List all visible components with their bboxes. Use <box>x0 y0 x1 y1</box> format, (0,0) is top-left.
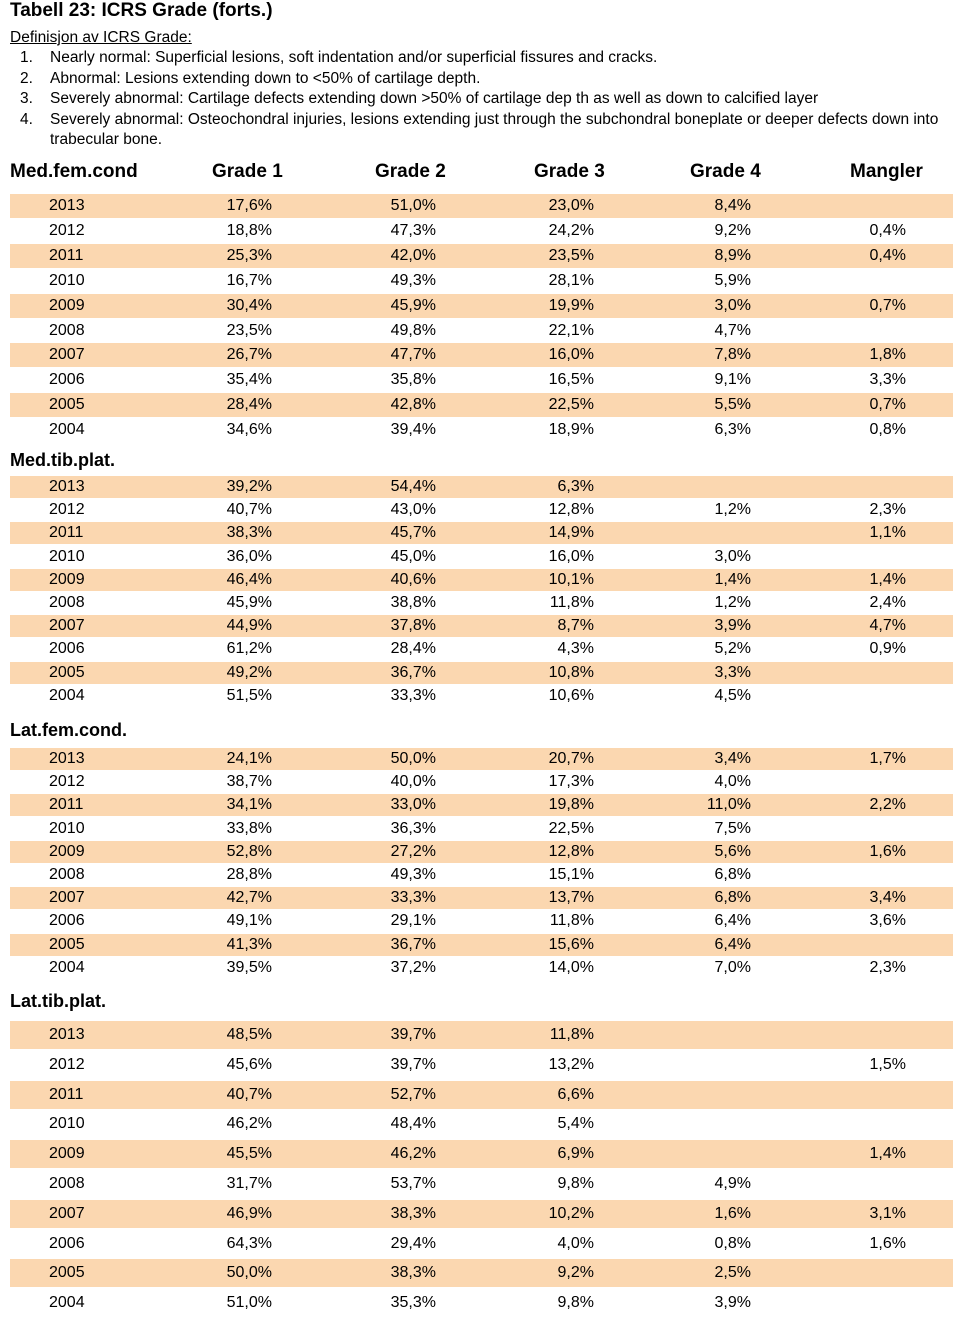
row-grade-3: 9,8% <box>557 1294 594 1311</box>
row-grade-1: 39,2% <box>226 478 272 495</box>
table-row <box>10 1110 953 1138</box>
row-grade-2: 38,8% <box>390 594 436 611</box>
definition-list <box>10 48 958 151</box>
row-grade-1: 26,7% <box>226 346 272 363</box>
row-grade-2: 39,4% <box>390 421 436 438</box>
row-mangler: 3,6% <box>869 912 906 929</box>
row-mangler: 0,4% <box>869 247 906 264</box>
table-row <box>10 1140 953 1168</box>
row-year: 2005 <box>49 1264 85 1281</box>
table-title: Tabell 23: ICRS Grade (forts.) <box>10 0 273 21</box>
row-grade-1: 48,5% <box>226 1026 272 1043</box>
row-year: 2009 <box>49 1145 85 1162</box>
row-grade-2: 33,3% <box>390 687 436 704</box>
row-grade-1: 45,5% <box>226 1145 272 1162</box>
row-year: 2008 <box>49 866 85 883</box>
row-grade-4: 9,1% <box>714 371 751 388</box>
row-grade-2: 38,3% <box>390 1264 436 1281</box>
table-row <box>10 934 953 956</box>
row-year: 2006 <box>49 912 85 929</box>
row-grade-1: 51,0% <box>226 1294 272 1311</box>
row-year: 2011 <box>49 524 84 541</box>
row-grade-1: 40,7% <box>226 501 272 518</box>
column-header-grade-4: Grade 4 <box>690 161 761 182</box>
row-grade-2: 35,3% <box>390 1294 436 1311</box>
row-grade-4: 6,4% <box>714 936 751 953</box>
row-grade-1: 39,5% <box>226 959 272 976</box>
column-header-section: Med.fem.cond <box>10 161 138 182</box>
row-grade-2: 36,7% <box>390 936 436 953</box>
table-row <box>10 1289 953 1317</box>
row-grade-3: 14,0% <box>548 959 594 976</box>
row-year: 2009 <box>49 297 85 314</box>
row-grade-1: 38,7% <box>226 773 272 790</box>
row-grade-2: 49,3% <box>390 272 436 289</box>
row-year: 2012 <box>49 501 85 518</box>
row-grade-2: 27,2% <box>390 843 436 860</box>
row-year: 2004 <box>49 959 85 976</box>
row-grade-4: 8,9% <box>714 247 751 264</box>
row-grade-3: 15,1% <box>548 866 594 883</box>
row-grade-3: 14,9% <box>548 524 594 541</box>
row-grade-4: 3,0% <box>714 548 751 565</box>
row-year: 2010 <box>49 272 85 289</box>
table-row <box>10 841 953 863</box>
row-grade-3: 22,5% <box>548 396 594 413</box>
row-grade-3: 24,2% <box>548 222 594 239</box>
row-grade-2: 50,0% <box>390 750 436 767</box>
row-grade-1: 46,2% <box>226 1115 272 1132</box>
definition-text: Abnormal: Lesions extending down to <50% of cartilage depth. <box>50 69 481 87</box>
row-year: 2012 <box>49 1056 85 1073</box>
row-grade-3: 12,8% <box>548 501 594 518</box>
row-grade-3: 6,6% <box>557 1086 594 1103</box>
row-grade-1: 42,7% <box>226 889 272 906</box>
row-grade-2: 49,8% <box>390 322 436 339</box>
row-grade-3: 23,5% <box>548 247 594 264</box>
row-grade-1: 23,5% <box>226 322 272 339</box>
row-grade-2: 29,1% <box>390 912 436 929</box>
row-grade-2: 45,0% <box>390 548 436 565</box>
table-row <box>10 393 953 417</box>
section-label: Lat.tib.plat. <box>10 991 106 1011</box>
table-row <box>10 1230 953 1258</box>
table-row <box>10 1170 953 1198</box>
row-grade-4: 2,5% <box>714 1264 751 1281</box>
table-row <box>10 957 953 979</box>
row-year: 2007 <box>49 617 85 634</box>
row-grade-2: 46,2% <box>390 1145 436 1162</box>
row-grade-2: 28,4% <box>390 640 436 657</box>
row-grade-3: 9,8% <box>557 1175 594 1192</box>
row-year: 2007 <box>49 1205 85 1222</box>
row-grade-4: 5,9% <box>714 272 751 289</box>
row-grade-1: 30,4% <box>226 297 272 314</box>
row-grade-1: 16,7% <box>226 272 272 289</box>
row-grade-4: 3,3% <box>714 664 751 681</box>
row-grade-1: 49,2% <box>226 664 272 681</box>
row-grade-1: 33,8% <box>226 820 272 837</box>
row-grade-1: 17,6% <box>226 197 272 214</box>
row-mangler: 2,4% <box>869 594 906 611</box>
row-grade-2: 35,8% <box>390 371 436 388</box>
row-grade-4: 6,3% <box>714 421 751 438</box>
row-mangler: 3,4% <box>869 889 906 906</box>
definition-number: 2. <box>20 69 33 87</box>
row-mangler: 2,3% <box>869 959 906 976</box>
row-year: 2011 <box>49 1086 84 1103</box>
table-row <box>10 522 953 544</box>
section-label: Med.tib.plat. <box>10 450 115 470</box>
row-grade-3: 11,8% <box>549 912 594 929</box>
definition-text: Nearly normal: Superficial lesions, soft indentation and/or superficial fissures and cracks. <box>50 49 658 66</box>
definition-text: Severely abnormal: Osteochondral injuries, lesions extending just through the subchondral boneplate or deeper defects down into trabecular bone. <box>50 110 939 148</box>
row-grade-4: 7,8% <box>714 346 751 363</box>
table-row <box>10 794 953 816</box>
row-grade-4: 0,8% <box>714 1235 751 1252</box>
row-mangler: 4,7% <box>869 617 906 634</box>
row-year: 2009 <box>49 571 85 588</box>
row-grade-1: 50,0% <box>226 1264 272 1281</box>
row-grade-2: 47,7% <box>390 346 436 363</box>
row-grade-3: 4,0% <box>557 1235 594 1252</box>
row-grade-4: 3,9% <box>714 1294 751 1311</box>
row-grade-3: 18,9% <box>548 421 594 438</box>
row-year: 2005 <box>49 664 85 681</box>
row-grade-3: 16,0% <box>548 548 594 565</box>
row-grade-3: 10,8% <box>548 664 594 681</box>
row-year: 2012 <box>49 222 85 239</box>
row-grade-1: 46,9% <box>226 1205 272 1222</box>
row-grade-3: 6,9% <box>557 1145 594 1162</box>
row-grade-2: 51,0% <box>390 197 436 214</box>
row-grade-2: 39,7% <box>390 1056 436 1073</box>
table-row <box>10 319 953 343</box>
table-row <box>10 368 953 392</box>
row-grade-1: 45,6% <box>226 1056 272 1073</box>
row-grade-4: 8,4% <box>714 197 751 214</box>
row-year: 2012 <box>49 773 85 790</box>
row-year: 2013 <box>49 478 85 495</box>
row-year: 2006 <box>49 371 85 388</box>
row-mangler: 0,4% <box>869 222 906 239</box>
row-grade-1: 28,8% <box>226 866 272 883</box>
row-grade-2: 43,0% <box>390 501 436 518</box>
table-row <box>10 887 953 909</box>
row-grade-4: 1,2% <box>714 594 751 611</box>
row-grade-1: 38,3% <box>226 524 272 541</box>
row-mangler: 0,9% <box>869 640 906 657</box>
row-year: 2004 <box>49 687 85 704</box>
row-grade-2: 36,7% <box>390 664 436 681</box>
row-grade-4: 5,5% <box>714 396 751 413</box>
row-grade-2: 33,0% <box>390 796 436 813</box>
row-grade-2: 40,6% <box>390 571 436 588</box>
column-header-grade-3: Grade 3 <box>534 161 605 182</box>
table-row <box>10 418 953 442</box>
table-row <box>10 662 953 684</box>
column-header-grade-1: Grade 1 <box>212 161 283 182</box>
row-year: 2006 <box>49 1235 85 1252</box>
row-grade-1: 52,8% <box>226 843 272 860</box>
row-grade-4: 9,2% <box>714 222 751 239</box>
table-row <box>10 194 953 218</box>
row-grade-3: 16,5% <box>548 371 594 388</box>
table-row <box>10 1081 953 1109</box>
row-grade-3: 11,8% <box>549 1026 594 1043</box>
row-grade-2: 37,8% <box>390 617 436 634</box>
table-row <box>10 1051 953 1079</box>
row-year: 2011 <box>49 247 84 264</box>
table-row <box>10 1259 953 1287</box>
row-grade-3: 17,3% <box>548 773 594 790</box>
row-year: 2011 <box>49 796 84 813</box>
row-mangler: 1,1% <box>869 524 906 541</box>
row-mangler: 1,7% <box>869 750 906 767</box>
row-grade-3: 12,8% <box>548 843 594 860</box>
table-row <box>10 269 953 293</box>
row-grade-1: 49,1% <box>226 912 272 929</box>
table-row <box>10 499 953 521</box>
row-mangler: 0,7% <box>869 297 906 314</box>
row-grade-2: 49,3% <box>390 866 436 883</box>
table-row <box>10 910 953 932</box>
table-row <box>10 592 953 614</box>
row-mangler: 0,8% <box>869 421 906 438</box>
row-grade-1: 34,1% <box>226 796 272 813</box>
row-grade-3: 28,1% <box>548 272 594 289</box>
row-grade-3: 19,8% <box>548 796 594 813</box>
row-grade-1: 61,2% <box>226 640 272 657</box>
table-row <box>10 748 953 770</box>
row-grade-3: 10,2% <box>548 1205 594 1222</box>
row-mangler: 1,4% <box>869 1145 906 1162</box>
row-grade-2: 42,0% <box>390 247 436 264</box>
row-mangler: 0,7% <box>869 396 906 413</box>
row-grade-2: 37,2% <box>390 959 436 976</box>
row-grade-2: 39,7% <box>390 1026 436 1043</box>
row-grade-2: 54,4% <box>390 478 436 495</box>
definition-heading: Definisjon av ICRS Grade: <box>10 29 192 46</box>
row-grade-3: 6,3% <box>557 478 594 495</box>
row-mangler: 2,2% <box>869 796 906 813</box>
definition-item <box>10 89 958 110</box>
row-grade-2: 42,8% <box>390 396 436 413</box>
definition-item <box>10 110 958 151</box>
row-grade-2: 33,3% <box>390 889 436 906</box>
row-grade-1: 40,7% <box>226 1086 272 1103</box>
row-grade-3: 13,2% <box>548 1056 594 1073</box>
row-grade-1: 28,4% <box>226 396 272 413</box>
table-row <box>10 546 953 568</box>
row-year: 2009 <box>49 843 85 860</box>
definition-item <box>10 69 958 90</box>
row-year: 2013 <box>49 1026 85 1043</box>
row-grade-3: 15,6% <box>548 936 594 953</box>
table-row <box>10 1200 953 1228</box>
row-mangler: 1,6% <box>869 843 906 860</box>
row-grade-3: 4,3% <box>557 640 594 657</box>
row-grade-2: 53,7% <box>390 1175 436 1192</box>
table-row <box>10 244 953 268</box>
row-grade-1: 31,7% <box>226 1175 272 1192</box>
row-year: 2013 <box>49 197 85 214</box>
row-grade-1: 25,3% <box>226 247 272 264</box>
row-grade-2: 52,7% <box>390 1086 436 1103</box>
row-year: 2007 <box>49 346 85 363</box>
row-year: 2005 <box>49 936 85 953</box>
row-grade-4: 7,0% <box>714 959 751 976</box>
row-grade-4: 4,5% <box>714 687 751 704</box>
row-mangler: 2,3% <box>869 501 906 518</box>
row-grade-2: 36,3% <box>390 820 436 837</box>
row-grade-4: 7,5% <box>714 820 751 837</box>
row-grade-1: 45,9% <box>226 594 272 611</box>
row-grade-2: 48,4% <box>390 1115 436 1132</box>
row-year: 2013 <box>49 750 85 767</box>
row-grade-3: 8,7% <box>557 617 594 634</box>
row-grade-3: 5,4% <box>557 1115 594 1132</box>
row-mangler: 1,8% <box>869 346 906 363</box>
row-grade-1: 46,4% <box>226 571 272 588</box>
row-grade-3: 16,0% <box>548 346 594 363</box>
row-grade-1: 24,1% <box>226 750 272 767</box>
row-grade-1: 18,8% <box>226 222 272 239</box>
row-year: 2010 <box>49 820 85 837</box>
row-grade-3: 10,1% <box>548 571 594 588</box>
row-grade-4: 3,4% <box>714 750 751 767</box>
row-grade-4: 4,7% <box>714 322 751 339</box>
row-year: 2010 <box>49 1115 85 1132</box>
row-grade-3: 10,6% <box>548 687 594 704</box>
row-year: 2004 <box>49 1294 85 1311</box>
row-grade-3: 22,5% <box>548 820 594 837</box>
table-row <box>10 818 953 840</box>
row-grade-1: 44,9% <box>226 617 272 634</box>
definition-number: 4. <box>20 110 33 128</box>
row-mangler: 3,1% <box>869 1205 906 1222</box>
row-year: 2008 <box>49 1175 85 1192</box>
row-grade-1: 41,3% <box>226 936 272 953</box>
column-header-mangler: Mangler <box>850 161 923 182</box>
row-grade-4: 6,8% <box>714 866 751 883</box>
table-row <box>10 771 953 793</box>
row-grade-2: 40,0% <box>390 773 436 790</box>
row-grade-4: 1,6% <box>714 1205 751 1222</box>
table-row <box>10 615 953 637</box>
row-grade-2: 45,9% <box>390 297 436 314</box>
row-grade-1: 51,5% <box>226 687 272 704</box>
row-grade-4: 1,4% <box>714 571 751 588</box>
row-grade-1: 35,4% <box>226 371 272 388</box>
row-grade-4: 6,4% <box>714 912 751 929</box>
definition-number: 1. <box>20 49 33 66</box>
row-year: 2010 <box>49 548 85 565</box>
column-header-grade-2: Grade 2 <box>375 161 446 182</box>
row-grade-1: 34,6% <box>226 421 272 438</box>
row-year: 2006 <box>49 640 85 657</box>
row-grade-1: 64,3% <box>226 1235 272 1252</box>
row-grade-3: 22,1% <box>548 322 594 339</box>
definition-item <box>10 48 958 69</box>
row-grade-3: 11,8% <box>549 594 594 611</box>
table-row <box>10 476 953 498</box>
table-row <box>10 864 953 886</box>
row-grade-4: 3,0% <box>714 297 751 314</box>
row-grade-2: 38,3% <box>390 1205 436 1222</box>
row-grade-4: 5,6% <box>714 843 751 860</box>
row-grade-2: 29,4% <box>390 1235 436 1252</box>
row-grade-4: 3,9% <box>714 617 751 634</box>
row-mangler: 3,3% <box>869 371 906 388</box>
row-year: 2004 <box>49 421 85 438</box>
row-grade-4: 11,0% <box>706 796 751 813</box>
row-mangler: 1,5% <box>869 1056 906 1073</box>
table-row <box>10 685 953 707</box>
table-row <box>10 1021 953 1049</box>
row-grade-4: 1,2% <box>714 501 751 518</box>
row-grade-3: 19,9% <box>548 297 594 314</box>
row-year: 2008 <box>49 594 85 611</box>
table-row <box>10 294 953 318</box>
table-row <box>10 638 953 660</box>
row-grade-3: 9,2% <box>557 1264 594 1281</box>
row-grade-2: 47,3% <box>390 222 436 239</box>
section-label: Lat.fem.cond. <box>10 720 128 740</box>
row-grade-4: 4,9% <box>714 1175 751 1192</box>
row-grade-3: 20,7% <box>548 750 594 767</box>
row-grade-1: 36,0% <box>226 548 272 565</box>
row-grade-4: 6,8% <box>714 889 751 906</box>
row-mangler: 1,4% <box>869 571 906 588</box>
table-row <box>10 343 953 367</box>
row-grade-4: 4,0% <box>714 773 751 790</box>
row-grade-2: 45,7% <box>390 524 436 541</box>
definition-text: Severely abnormal: Cartilage defects extending down >50% of cartilage dep th as well as down to calcified layer <box>50 90 819 107</box>
table-row <box>10 219 953 243</box>
row-year: 2008 <box>49 322 85 339</box>
row-mangler: 1,6% <box>869 1235 906 1252</box>
table-row <box>10 569 953 591</box>
definition-number: 3. <box>20 90 33 107</box>
row-grade-4: 5,2% <box>714 640 751 657</box>
row-grade-3: 23,0% <box>548 197 594 214</box>
row-year: 2005 <box>49 396 85 413</box>
row-grade-3: 13,7% <box>548 889 594 906</box>
row-year: 2007 <box>49 889 85 906</box>
